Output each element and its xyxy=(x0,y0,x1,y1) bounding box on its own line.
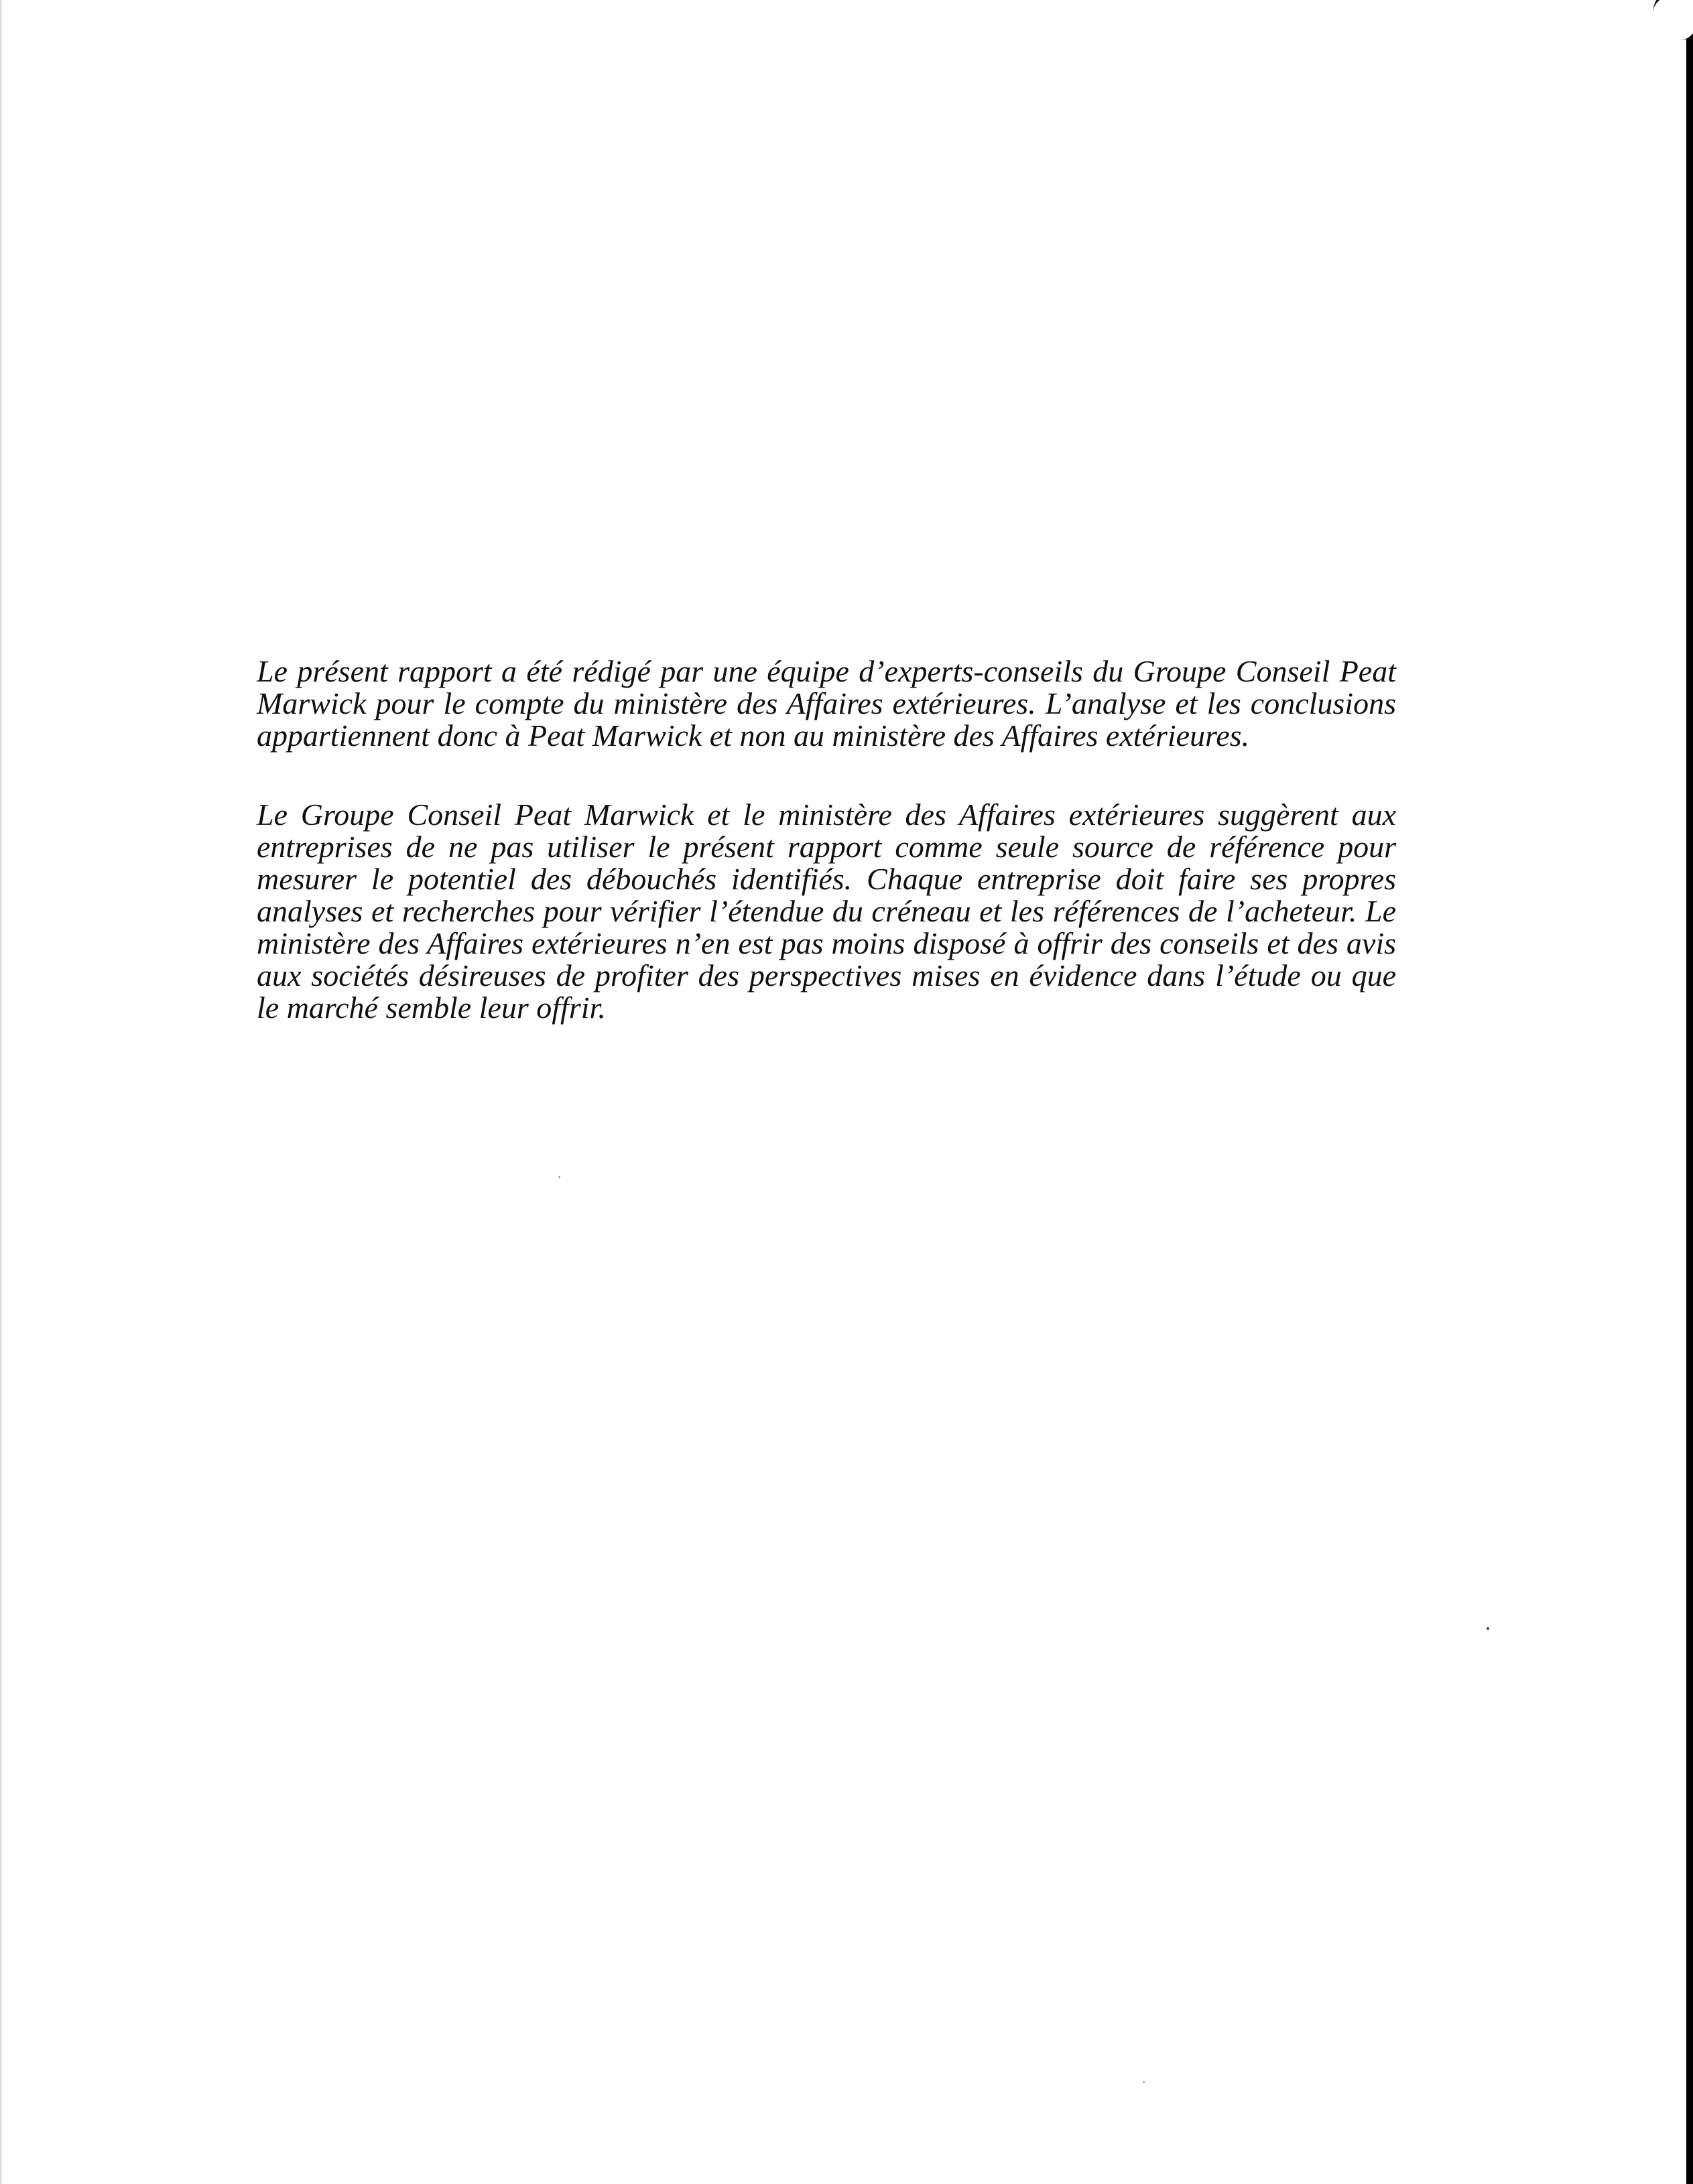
disclaimer-paragraph-usage: Le Groupe Conseil Peat Marwick et le ministère des Affaires extérieures suggèrent aux entreprises de ne pas utiliser le présent rapport comme seule source de référence pour mesurer le potentiel des débouchés identifiés. Chaque entreprise doit faire ses propres analyses et recherches pour vérifier l’étendue du créneau et les références de l’acheteur. Le ministère des Affaires extérieures n’en est pas moins disposé à offrir des conseils et des avis aux sociétés désireuses de profiter des perspectives mises en évidence dans l’étude ou que le marché semble leur offrir. xyxy=(257,797,1396,1025)
scan-edge-right xyxy=(1686,0,1693,2184)
scan-edge-left xyxy=(0,0,3,2184)
page-corner xyxy=(1653,0,1693,40)
disclaimer-text xyxy=(257,655,1396,1071)
scan-speck xyxy=(1143,2081,1145,2083)
scan-speck xyxy=(1487,1627,1489,1630)
disclaimer-paragraph-authorship: Le présent rapport a été rédigé par une équipe d’experts-conseils du Groupe Conseil Peat Marwick pour le compte du ministère des Affaires extérieures. L’analyse et les conclusions appartiennent donc à Peat Marwick et non au ministère des Affaires extérieures. xyxy=(257,654,1396,753)
scan-speck xyxy=(558,1176,560,1178)
